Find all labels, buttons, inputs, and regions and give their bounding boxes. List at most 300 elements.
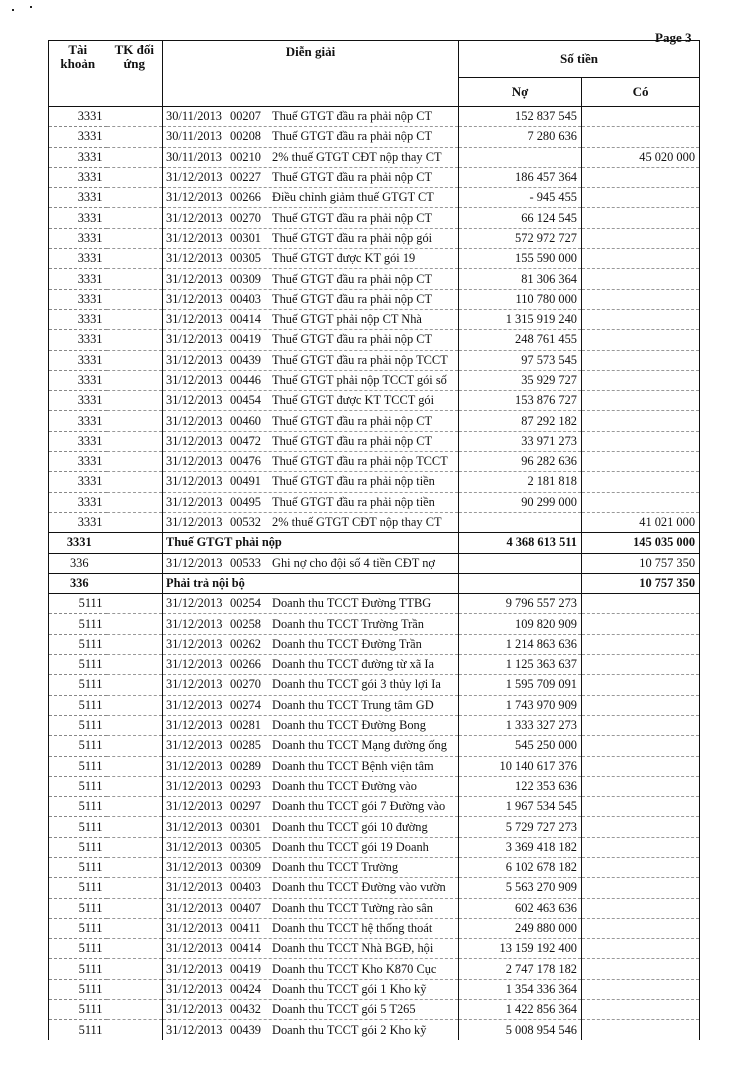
table-row xyxy=(49,715,700,735)
debit-cell: 602 463 636 xyxy=(459,898,582,918)
counter-account-cell xyxy=(107,979,163,999)
entry-description: Thuế GTGT đầu ra phải nộp TCCT xyxy=(272,352,448,367)
debit-cell: 9 796 557 273 xyxy=(459,594,582,614)
table-row xyxy=(49,269,700,289)
entry-date: 31/12/2013 xyxy=(166,1022,223,1037)
table-row xyxy=(49,249,700,269)
description-cell xyxy=(163,675,459,695)
credit-cell xyxy=(582,817,700,837)
counter-account-cell xyxy=(107,411,163,431)
entry-date: 31/12/2013 xyxy=(166,1002,223,1017)
entry-date: 31/12/2013 xyxy=(166,291,223,306)
account-cell: 3331 xyxy=(49,228,107,248)
description-cell xyxy=(163,918,459,938)
debit-cell: 153 876 727 xyxy=(459,391,582,411)
table-row xyxy=(49,188,700,208)
entry-date: 31/12/2013 xyxy=(166,799,223,814)
voucher-number: 00227 xyxy=(230,170,261,185)
entry-description: Doanh thu TCCT Trung tâm GD xyxy=(272,697,434,712)
table-header-row xyxy=(49,41,700,78)
credit-cell xyxy=(582,959,700,979)
counter-account-cell xyxy=(107,776,163,796)
account-cell: 5111 xyxy=(49,1000,107,1020)
description-cell xyxy=(163,553,459,573)
credit-cell xyxy=(582,594,700,614)
voucher-number: 00208 xyxy=(230,129,261,144)
subtotal-row xyxy=(49,573,700,593)
counter-account-cell xyxy=(107,837,163,857)
account-cell: 5111 xyxy=(49,1020,107,1040)
entry-description: Thuế GTGT đầu ra phải nộp CT xyxy=(272,129,433,144)
debit-cell: 33 971 273 xyxy=(459,431,582,451)
entry-description: Thuế GTGT đầu ra phải nộp gói xyxy=(272,230,433,245)
credit-cell xyxy=(582,350,700,370)
debit-cell: 1 315 919 240 xyxy=(459,309,582,329)
credit-cell xyxy=(582,776,700,796)
table-row xyxy=(49,939,700,959)
entry-date: 31/12/2013 xyxy=(166,170,223,185)
table-row xyxy=(49,309,700,329)
voucher-number: 00495 xyxy=(230,494,261,509)
account-cell: 3331 xyxy=(49,370,107,390)
counter-account-cell xyxy=(107,289,163,309)
debit-cell: 90 299 000 xyxy=(459,492,582,512)
table-row xyxy=(49,208,700,228)
credit-cell xyxy=(582,1000,700,1020)
debit-cell: 96 282 636 xyxy=(459,452,582,472)
account-cell: 5111 xyxy=(49,939,107,959)
voucher-number: 00460 xyxy=(230,413,261,428)
description-cell xyxy=(163,715,459,735)
description-cell xyxy=(163,614,459,634)
debit-cell xyxy=(459,573,582,593)
credit-cell xyxy=(582,857,700,877)
description-cell xyxy=(163,309,459,329)
counter-account-cell xyxy=(107,391,163,411)
entry-date: 31/12/2013 xyxy=(166,880,223,895)
counter-account-cell xyxy=(107,452,163,472)
description-cell xyxy=(163,594,459,614)
table-row xyxy=(49,228,700,248)
credit-cell xyxy=(582,634,700,654)
credit-cell xyxy=(582,918,700,938)
voucher-number: 00258 xyxy=(230,616,261,631)
account-cell: 5111 xyxy=(49,797,107,817)
voucher-number: 00266 xyxy=(230,190,261,205)
entry-description: Doanh thu TCCT Kho K870 Cục xyxy=(272,961,437,976)
entry-description: Doanh thu TCCT Trường Trần xyxy=(272,616,424,631)
account-cell: 5111 xyxy=(49,959,107,979)
counter-account-cell xyxy=(107,147,163,167)
description-cell xyxy=(163,573,459,593)
account-cell: 5111 xyxy=(49,675,107,695)
debit-cell: 1 125 363 637 xyxy=(459,655,582,675)
account-cell: 5111 xyxy=(49,634,107,654)
debit-cell xyxy=(459,553,582,573)
voucher-number: 00532 xyxy=(230,515,261,530)
description-cell xyxy=(163,492,459,512)
credit-cell xyxy=(582,492,700,512)
counter-account-cell xyxy=(107,857,163,877)
credit-cell xyxy=(582,309,700,329)
debit-cell: 4 368 613 511 xyxy=(459,533,582,553)
header-description: Diễn giải xyxy=(163,41,459,107)
entry-description: Thuế GTGT đầu ra phải nộp CT xyxy=(272,413,433,428)
description-cell xyxy=(163,370,459,390)
debit-cell: 248 761 455 xyxy=(459,330,582,350)
header-account: Tài khoản xyxy=(49,41,107,107)
table-row xyxy=(49,472,700,492)
table-row xyxy=(49,797,700,817)
entry-date: 31/12/2013 xyxy=(166,616,223,631)
entry-description: Doanh thu TCCT Tường rào sân xyxy=(272,900,433,915)
account-cell: 5111 xyxy=(49,594,107,614)
credit-cell xyxy=(582,411,700,431)
header-debit: Nợ xyxy=(459,78,582,107)
table-row xyxy=(49,1000,700,1020)
counter-account-cell xyxy=(107,553,163,573)
counter-account-cell xyxy=(107,431,163,451)
account-cell: 3331 xyxy=(49,411,107,431)
entry-description: 2% thuế GTGT CĐT nộp thay CT xyxy=(272,515,442,530)
debit-cell: 572 972 727 xyxy=(459,228,582,248)
voucher-number: 00301 xyxy=(230,230,261,245)
voucher-number: 00297 xyxy=(230,799,261,814)
account-cell: 3331 xyxy=(49,391,107,411)
counter-account-cell xyxy=(107,472,163,492)
debit-cell: 81 306 364 xyxy=(459,269,582,289)
debit-cell: 2 747 178 182 xyxy=(459,959,582,979)
counter-account-cell xyxy=(107,188,163,208)
credit-cell xyxy=(582,249,700,269)
account-cell: 3331 xyxy=(49,452,107,472)
account-cell: 5111 xyxy=(49,655,107,675)
counter-account-cell xyxy=(107,269,163,289)
table-row xyxy=(49,452,700,472)
table-row xyxy=(49,959,700,979)
entry-description: Doanh thu TCCT Đường Bong xyxy=(272,718,426,733)
voucher-number: 00305 xyxy=(230,251,261,266)
voucher-number: 00533 xyxy=(230,555,261,570)
entry-description: Thuế GTGT đầu ra phải nộp CT xyxy=(272,332,433,347)
table-row xyxy=(49,289,700,309)
entry-date: 31/12/2013 xyxy=(166,697,223,712)
counter-account-cell xyxy=(107,878,163,898)
description-cell xyxy=(163,350,459,370)
entry-description: Ghi nợ cho đội số 4 tiền CĐT nợ xyxy=(272,555,435,570)
counter-account-cell xyxy=(107,533,163,553)
credit-cell xyxy=(582,1020,700,1040)
debit-cell: 2 181 818 xyxy=(459,472,582,492)
voucher-number: 00274 xyxy=(230,697,261,712)
counter-account-cell xyxy=(107,655,163,675)
voucher-number: 00309 xyxy=(230,860,261,875)
description-cell xyxy=(163,857,459,877)
header-counter-account: TK đối ứng xyxy=(107,41,163,107)
credit-cell xyxy=(582,188,700,208)
entry-description: Doanh thu TCCT gói 3 thủy lợi Ia xyxy=(272,677,441,692)
credit-cell xyxy=(582,898,700,918)
credit-cell: 41 021 000 xyxy=(582,512,700,532)
counter-account-cell xyxy=(107,634,163,654)
entry-date: 31/12/2013 xyxy=(166,819,223,834)
description-cell xyxy=(163,1000,459,1020)
credit-cell xyxy=(582,939,700,959)
counter-account-cell xyxy=(107,228,163,248)
account-cell: 5111 xyxy=(49,817,107,837)
description-cell xyxy=(163,695,459,715)
counter-account-cell xyxy=(107,939,163,959)
credit-cell xyxy=(582,452,700,472)
description-cell xyxy=(163,188,459,208)
entry-date: 31/12/2013 xyxy=(166,494,223,509)
debit-cell: 10 140 617 376 xyxy=(459,756,582,776)
debit-cell: 5 008 954 546 xyxy=(459,1020,582,1040)
table-row xyxy=(49,979,700,999)
credit-cell xyxy=(582,370,700,390)
credit-cell xyxy=(582,695,700,715)
credit-cell xyxy=(582,675,700,695)
debit-cell: 110 780 000 xyxy=(459,289,582,309)
table-row xyxy=(49,512,700,532)
table-row xyxy=(49,330,700,350)
voucher-number: 00281 xyxy=(230,718,261,733)
description-cell xyxy=(163,634,459,654)
debit-cell: 13 159 192 400 xyxy=(459,939,582,959)
counter-account-cell xyxy=(107,817,163,837)
debit-cell: 1 422 856 364 xyxy=(459,1000,582,1020)
description-cell xyxy=(163,107,459,127)
voucher-number: 00403 xyxy=(230,880,261,895)
account-cell: 5111 xyxy=(49,715,107,735)
entry-description: Doanh thu TCCT Đường vào vườn xyxy=(272,880,446,895)
entry-description: Thuế GTGT đầu ra phải nộp CT xyxy=(272,170,433,185)
voucher-number: 00207 xyxy=(230,109,261,124)
voucher-number: 00454 xyxy=(230,393,261,408)
debit-cell: 545 250 000 xyxy=(459,736,582,756)
counter-account-cell xyxy=(107,350,163,370)
account-cell: 5111 xyxy=(49,878,107,898)
description-cell xyxy=(163,249,459,269)
subtotal-label: Phải trả nội bộ xyxy=(166,575,245,590)
account-cell: 3331 xyxy=(49,249,107,269)
credit-cell xyxy=(582,167,700,187)
description-cell xyxy=(163,776,459,796)
voucher-number: 00266 xyxy=(230,657,261,672)
credit-cell xyxy=(582,289,700,309)
credit-cell xyxy=(582,797,700,817)
entry-date: 30/11/2013 xyxy=(166,149,222,164)
counter-account-cell xyxy=(107,715,163,735)
voucher-number: 00446 xyxy=(230,373,261,387)
entry-date: 31/12/2013 xyxy=(166,860,223,875)
entry-description: Thuế GTGT đầu ra phải nộp tiền xyxy=(272,474,435,489)
entry-date: 31/12/2013 xyxy=(166,312,223,327)
entry-date: 31/12/2013 xyxy=(166,210,223,225)
entry-description: Thuế GTGT đầu ra phải nộp CT xyxy=(272,291,433,306)
debit-cell: 97 573 545 xyxy=(459,350,582,370)
credit-cell xyxy=(582,127,700,147)
entry-description: Doanh thu TCCT Đường Trần xyxy=(272,636,422,651)
account-cell: 336 xyxy=(49,573,107,593)
description-cell xyxy=(163,817,459,837)
credit-cell: 45 020 000 xyxy=(582,147,700,167)
credit-cell xyxy=(582,431,700,451)
account-cell: 3331 xyxy=(49,512,107,532)
description-cell xyxy=(163,837,459,857)
table-row xyxy=(49,370,700,390)
counter-account-cell xyxy=(107,1020,163,1040)
voucher-number: 00419 xyxy=(230,332,261,347)
entry-description: Doanh thu TCCT gói 19 Doanh xyxy=(272,839,429,854)
entry-description: Doanh thu TCCT Đường TTBG xyxy=(272,596,432,611)
description-cell xyxy=(163,330,459,350)
table-row xyxy=(49,107,700,127)
credit-cell: 145 035 000 xyxy=(582,533,700,553)
counter-account-cell xyxy=(107,167,163,187)
entry-date: 31/12/2013 xyxy=(166,718,223,733)
table-row xyxy=(49,898,700,918)
debit-cell: 87 292 182 xyxy=(459,411,582,431)
account-cell: 336 xyxy=(49,553,107,573)
voucher-number: 00285 xyxy=(230,738,261,753)
counter-account-cell xyxy=(107,614,163,634)
description-cell xyxy=(163,452,459,472)
credit-cell: 10 757 350 xyxy=(582,573,700,593)
table-row xyxy=(49,1020,700,1040)
entry-description: Thuế GTGT đầu ra phải nộp CT xyxy=(272,109,433,124)
voucher-number: 00301 xyxy=(230,819,261,834)
description-cell xyxy=(163,269,459,289)
debit-cell: 1 333 327 273 xyxy=(459,715,582,735)
description-cell xyxy=(163,878,459,898)
account-cell: 3331 xyxy=(49,107,107,127)
entry-date: 31/12/2013 xyxy=(166,921,223,936)
credit-cell: 10 757 350 xyxy=(582,553,700,573)
credit-cell xyxy=(582,269,700,289)
voucher-number: 00424 xyxy=(230,981,261,996)
table-row xyxy=(49,857,700,877)
page-number: Page 3 xyxy=(655,30,692,45)
entry-description: Điều chỉnh giảm thuế GTGT CT xyxy=(272,190,434,205)
entry-description: Thuế GTGT đầu ra phải nộp TCCT xyxy=(272,454,448,469)
account-cell: 3331 xyxy=(49,269,107,289)
table-row xyxy=(49,350,700,370)
credit-cell xyxy=(582,472,700,492)
entry-date: 30/11/2013 xyxy=(166,109,222,124)
description-cell xyxy=(163,512,459,532)
counter-account-cell xyxy=(107,594,163,614)
debit-cell: 1 354 336 364 xyxy=(459,979,582,999)
debit-cell xyxy=(459,512,582,532)
entry-date: 31/12/2013 xyxy=(166,474,223,489)
entry-date: 31/12/2013 xyxy=(166,758,223,773)
table-row xyxy=(49,167,700,187)
entry-description: Doanh thu TCCT Mạng đường ống xyxy=(272,738,447,753)
debit-cell: 3 369 418 182 xyxy=(459,837,582,857)
counter-account-cell xyxy=(107,918,163,938)
voucher-number: 00293 xyxy=(230,778,261,793)
debit-cell: 5 729 727 273 xyxy=(459,817,582,837)
entry-date: 31/12/2013 xyxy=(166,555,223,570)
entry-description: Doanh thu TCCT Nhà BGĐ, hội xyxy=(272,941,434,956)
credit-cell xyxy=(582,715,700,735)
account-cell: 3331 xyxy=(49,492,107,512)
table-row xyxy=(49,736,700,756)
credit-cell xyxy=(582,208,700,228)
entry-description: Doanh thu TCCT hệ thống thoát xyxy=(272,921,433,936)
entry-date: 31/12/2013 xyxy=(166,677,223,692)
counter-account-cell xyxy=(107,127,163,147)
description-cell xyxy=(163,208,459,228)
entry-date: 31/12/2013 xyxy=(166,393,223,408)
voucher-number: 00476 xyxy=(230,454,261,469)
voucher-number: 00439 xyxy=(230,1022,261,1037)
table-row xyxy=(49,634,700,654)
counter-account-cell xyxy=(107,1000,163,1020)
credit-cell xyxy=(582,228,700,248)
table-row xyxy=(49,675,700,695)
voucher-number: 00305 xyxy=(230,839,261,854)
account-cell: 3331 xyxy=(49,208,107,228)
entry-date: 31/12/2013 xyxy=(166,454,223,469)
description-cell xyxy=(163,289,459,309)
entry-description: 2% thuế GTGT CĐT nộp thay CT xyxy=(272,149,442,164)
entry-date: 31/12/2013 xyxy=(166,271,223,286)
debit-cell: 1 967 534 545 xyxy=(459,797,582,817)
table-row xyxy=(49,776,700,796)
voucher-number: 00270 xyxy=(230,210,261,225)
entry-description: Doanh thu TCCT Bệnh viện tâm xyxy=(272,758,434,773)
counter-account-cell xyxy=(107,330,163,350)
account-cell: 5111 xyxy=(49,979,107,999)
entry-date: 31/12/2013 xyxy=(166,251,223,266)
voucher-number: 00419 xyxy=(230,961,261,976)
entry-date: 31/12/2013 xyxy=(166,636,223,651)
header-credit: Có xyxy=(582,78,700,107)
entry-description: Thuế GTGT đầu ra phải nộp CT xyxy=(272,210,433,225)
description-cell xyxy=(163,472,459,492)
counter-account-cell xyxy=(107,756,163,776)
entry-description: Thuế GTGT phải nộp TCCT gói số xyxy=(272,373,447,387)
counter-account-cell xyxy=(107,736,163,756)
description-cell xyxy=(163,979,459,999)
entry-date: 31/12/2013 xyxy=(166,941,223,956)
counter-account-cell xyxy=(107,492,163,512)
entry-date: 31/12/2013 xyxy=(166,738,223,753)
credit-cell xyxy=(582,391,700,411)
entry-date: 31/12/2013 xyxy=(166,596,223,611)
entry-date: 31/12/2013 xyxy=(166,515,223,530)
account-cell: 3331 xyxy=(49,330,107,350)
account-cell: 5111 xyxy=(49,837,107,857)
counter-account-cell xyxy=(107,695,163,715)
account-cell: 3331 xyxy=(49,127,107,147)
entry-description: Doanh thu TCCT gói 1 Kho kỹ xyxy=(272,981,427,996)
account-cell: 5111 xyxy=(49,756,107,776)
description-cell xyxy=(163,736,459,756)
debit-cell: 1 743 970 909 xyxy=(459,695,582,715)
table-row xyxy=(49,695,700,715)
counter-account-cell xyxy=(107,573,163,593)
entry-description: Thuế GTGT được KT gói 19 xyxy=(272,251,416,266)
account-cell: 3331 xyxy=(49,431,107,451)
table-row xyxy=(49,127,700,147)
debit-cell xyxy=(459,147,582,167)
credit-cell xyxy=(582,330,700,350)
description-cell xyxy=(163,797,459,817)
entry-date: 31/12/2013 xyxy=(166,190,223,205)
